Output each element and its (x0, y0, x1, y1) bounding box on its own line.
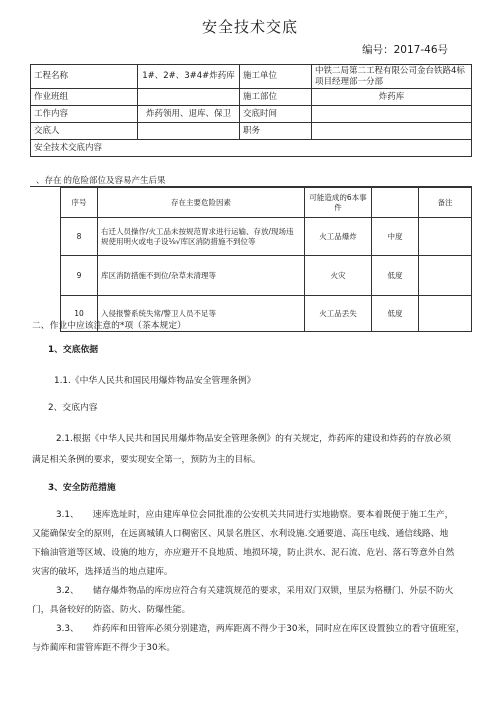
info-table (30, 64, 472, 157)
measure-3-1-line: 又能确保安全的原则，在远离城镇人口稠密区、风景名胜区、水利设施.交通要道、高压电线、通信线路、地 (32, 529, 449, 539)
hazard-header-factor: 存在主要危险因素 (98, 188, 305, 218)
team-value (138, 89, 240, 106)
project-value: 1#、2#、3#4#炸药库 (138, 65, 240, 89)
document-number: 编号：2017-46号 (362, 44, 448, 56)
hazard-row-note (419, 256, 472, 296)
time-value (312, 106, 472, 123)
hazard-heading-rest: 的危险部位及容易产生后果 (63, 176, 166, 186)
hazard-row-level: 中度 (372, 218, 419, 256)
hazard-row-note (419, 218, 472, 256)
hazard-row (61, 218, 472, 256)
measure-3-2-line: 3.2、 储存爆炸物品的库房应符合有关建筑规范的要求，采用双门双锁，里层为格栅门、外层不防火 (56, 586, 454, 596)
hazard-row-no: 9 (61, 256, 98, 296)
section-basis-heading: 1、交底依据 (48, 345, 99, 355)
time-label: 交底时间 (240, 106, 312, 123)
dept-value: 炸药库 (312, 89, 472, 106)
dept-label: 施工部位 (240, 89, 312, 106)
document-title: 安全技术交底 (201, 18, 298, 36)
measure-3-1-line: 灾害的破坏，选择适当的地点建库。 (32, 567, 173, 577)
hazard-row-event: 火工品丢失 (305, 296, 372, 332)
section-label: 安全技术交底内容 (31, 140, 472, 157)
duty-label: 职务 (240, 123, 312, 140)
hazard-row-factor: 库区消防措施不到位/杂草未清理等 (98, 256, 305, 296)
hazard-header-no: 序号 (61, 188, 98, 218)
hazard-row (61, 256, 472, 296)
hazard-heading-prefix: 、存在 (36, 176, 62, 186)
hazard-row-no: 10 (61, 296, 98, 332)
measure-3-2-line: 门，具备较好的防盗、防火、防爆性能。 (32, 605, 191, 615)
basis-item: 1.1.《中华人民共和国民用爆炸物品安全管理条例》 (54, 376, 256, 386)
content-para-line: 满足相关条例的要求，要实现安全第一，预防为主的目标。 (32, 455, 261, 465)
hazard-heading (30, 174, 472, 187)
measure-3-3-line: 与炸蔺库和雷管库距不得少于30米。 (32, 643, 176, 653)
hazard-row-level: 低度 (372, 296, 419, 332)
hazard-row-factor: 入侵报警系统失常/警卫人员不足等 (98, 296, 305, 332)
content-label: 工作内容 (31, 106, 138, 123)
unit-label: 施工单位 (240, 65, 312, 89)
hazard-header-event: 可能造成的6本事件 (305, 188, 372, 218)
hazard-row-factor: 右迁人员操作/火工品未按规范胃求进行运输、存放/现场违规使用明火或电子设⅛√库区消防措施不到位等 (98, 218, 305, 256)
person-value (138, 123, 240, 140)
hazard-row-level: 低度 (372, 256, 419, 296)
measure-3-1-line: 3.1、 速库选址时，应由建库单位会同批准的公安机关共同进行实地勘察。要本着既便于施工生产， (56, 510, 454, 520)
content-para-line: 2.1.根据《中华人民共和国民用爆炸物品安全管理条例》的有关规定，炸药库的建设和炸药的存放必须 (56, 434, 452, 444)
hazard-header-level (372, 188, 419, 218)
person-label: 交底人 (31, 123, 138, 140)
unit-value: 中铁二局第二工程有限公司金台铁路4标项目经理部一分部 (312, 65, 472, 89)
project-label: 工程名称 (31, 65, 138, 89)
measure-3-3-line: 3.3、 炸药库和田管库必须分别建造，两库距离不得少于30米，同时应在库区设置独立的看守值班室， (56, 624, 465, 634)
hazard-table (60, 187, 472, 332)
hazard-row-event: 火灾 (305, 256, 372, 296)
duty-value (312, 123, 472, 140)
hazard-header-note: 备注 (419, 188, 472, 218)
hazard-row-note (419, 296, 472, 332)
section-2-heading: 二、作业中应该注意的*项（茶本规定） (32, 321, 186, 331)
team-label: 作业班组 (31, 89, 138, 106)
hazard-row-event: 火工品爆炸 (305, 218, 372, 256)
section-measures-heading: 3、安全防范措施 (48, 483, 116, 493)
section-content-heading: 2、交底内容 (48, 403, 98, 413)
measure-3-1-line: 下输油管道等区域、设施的地方，亦应避开不良地质、地损环境，防止洪水、泥石流、危岩、落石等意外自然 (32, 548, 455, 558)
hazard-row-no: 8 (61, 218, 98, 256)
content-value: 炸药领用、退库、保卫 (138, 106, 240, 123)
